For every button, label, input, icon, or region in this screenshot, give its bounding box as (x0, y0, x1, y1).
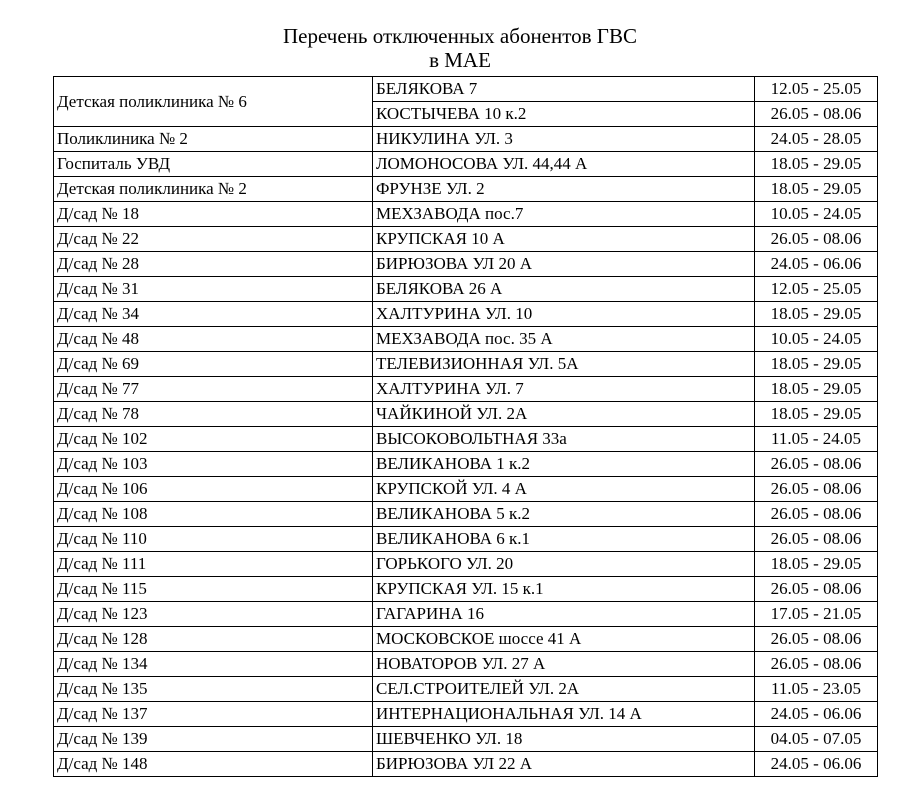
subscriber-cell: Д/сад № 137 (54, 702, 373, 727)
subscriber-cell: Поликлиника № 2 (54, 127, 373, 152)
period-cell: 12.05 - 25.05 (755, 277, 878, 302)
period-cell: 26.05 - 08.06 (755, 477, 878, 502)
address-cell: СЕЛ.СТРОИТЕЛЕЙ УЛ. 2А (373, 677, 755, 702)
period-cell: 24.05 - 06.06 (755, 702, 878, 727)
subscriber-cell: Д/сад № 148 (54, 752, 373, 777)
address-cell: КРУПСКАЯ УЛ. 15 к.1 (373, 577, 755, 602)
period-cell: 26.05 - 08.06 (755, 452, 878, 477)
period-cell: 26.05 - 08.06 (755, 102, 878, 127)
table-row (54, 602, 878, 627)
title-line-2: в МАЕ (429, 48, 491, 72)
address-cell: ЛОМОНОСОВА УЛ. 44,44 А (373, 152, 755, 177)
document-title (0, 24, 920, 72)
subscriber-cell: Д/сад № 111 (54, 552, 373, 577)
table-row (54, 77, 878, 102)
table-row (54, 302, 878, 327)
address-cell: ФРУНЗЕ УЛ. 2 (373, 177, 755, 202)
subscriber-cell: Детская поликлиника № 6 (54, 77, 373, 127)
subscriber-cell: Д/сад № 78 (54, 402, 373, 427)
address-cell: ИНТЕРНАЦИОНАЛЬНАЯ УЛ. 14 А (373, 702, 755, 727)
subscriber-cell: Д/сад № 106 (54, 477, 373, 502)
subscriber-cell: Д/сад № 123 (54, 602, 373, 627)
address-cell: НОВАТОРОВ УЛ. 27 А (373, 652, 755, 677)
table-row (54, 152, 878, 177)
period-cell: 11.05 - 23.05 (755, 677, 878, 702)
address-cell: ВЕЛИКАНОВА 6 к.1 (373, 527, 755, 552)
subscriber-cell: Д/сад № 77 (54, 377, 373, 402)
table-row (54, 702, 878, 727)
subscriber-cell: Д/сад № 28 (54, 252, 373, 277)
subscriber-cell: Д/сад № 18 (54, 202, 373, 227)
period-cell: 26.05 - 08.06 (755, 627, 878, 652)
address-cell: КРУПСКАЯ 10 А (373, 227, 755, 252)
period-cell: 10.05 - 24.05 (755, 202, 878, 227)
address-cell: ТЕЛЕВИЗИОННАЯ УЛ. 5А (373, 352, 755, 377)
table-row (54, 402, 878, 427)
period-cell: 26.05 - 08.06 (755, 527, 878, 552)
subscriber-cell: Д/сад № 139 (54, 727, 373, 752)
address-cell: ГАГАРИНА 16 (373, 602, 755, 627)
address-cell: БИРЮЗОВА УЛ 20 А (373, 252, 755, 277)
period-cell: 26.05 - 08.06 (755, 652, 878, 677)
table-row (54, 452, 878, 477)
table-row (54, 527, 878, 552)
subscriber-cell: Д/сад № 103 (54, 452, 373, 477)
table-row (54, 477, 878, 502)
address-cell: ХАЛТУРИНА УЛ. 7 (373, 377, 755, 402)
period-cell: 24.05 - 06.06 (755, 252, 878, 277)
period-cell: 26.05 - 08.06 (755, 577, 878, 602)
subscriber-cell: Госпиталь УВД (54, 152, 373, 177)
subscriber-cell: Д/сад № 108 (54, 502, 373, 527)
address-cell: МЕХЗАВОДА пос. 35 А (373, 327, 755, 352)
address-cell: БЕЛЯКОВА 26 А (373, 277, 755, 302)
period-cell: 11.05 - 24.05 (755, 427, 878, 452)
period-cell: 17.05 - 21.05 (755, 602, 878, 627)
period-cell: 26.05 - 08.06 (755, 502, 878, 527)
address-cell: ЧАЙКИНОЙ УЛ. 2А (373, 402, 755, 427)
address-cell: КОСТЫЧЕВА 10 к.2 (373, 102, 755, 127)
period-cell: 26.05 - 08.06 (755, 227, 878, 252)
address-cell: НИКУЛИНА УЛ. 3 (373, 127, 755, 152)
address-cell: МОСКОВСКОЕ шоссе 41 А (373, 627, 755, 652)
address-cell: ВЫСОКОВОЛЬТНАЯ 33а (373, 427, 755, 452)
address-cell: ГОРЬКОГО УЛ. 20 (373, 552, 755, 577)
address-cell: ШЕВЧЕНКО УЛ. 18 (373, 727, 755, 752)
period-cell: 18.05 - 29.05 (755, 177, 878, 202)
table-row (54, 677, 878, 702)
subscriber-cell: Д/сад № 135 (54, 677, 373, 702)
table-row (54, 277, 878, 302)
table-row (54, 502, 878, 527)
period-cell: 24.05 - 28.05 (755, 127, 878, 152)
subscriber-cell: Д/сад № 31 (54, 277, 373, 302)
period-cell: 12.05 - 25.05 (755, 77, 878, 102)
subscriber-cell: Д/сад № 134 (54, 652, 373, 677)
period-cell: 18.05 - 29.05 (755, 552, 878, 577)
address-cell: ВЕЛИКАНОВА 1 к.2 (373, 452, 755, 477)
table-row (54, 227, 878, 252)
table-row (54, 177, 878, 202)
address-cell: БИРЮЗОВА УЛ 22 А (373, 752, 755, 777)
table-row (54, 327, 878, 352)
period-cell: 18.05 - 29.05 (755, 377, 878, 402)
address-cell: ВЕЛИКАНОВА 5 к.2 (373, 502, 755, 527)
table-row (54, 202, 878, 227)
table-row (54, 427, 878, 452)
subscriber-cell: Д/сад № 110 (54, 527, 373, 552)
subscriber-cell: Детская поликлиника № 2 (54, 177, 373, 202)
table-row (54, 552, 878, 577)
period-cell: 18.05 - 29.05 (755, 402, 878, 427)
address-cell: ХАЛТУРИНА УЛ. 10 (373, 302, 755, 327)
subscriber-cell: Д/сад № 48 (54, 327, 373, 352)
period-cell: 18.05 - 29.05 (755, 352, 878, 377)
title-line-1: Перечень отключенных абонентов ГВС (283, 24, 637, 48)
subscriber-cell: Д/сад № 34 (54, 302, 373, 327)
table-row (54, 652, 878, 677)
period-cell: 18.05 - 29.05 (755, 152, 878, 177)
table-row (54, 252, 878, 277)
period-cell: 18.05 - 29.05 (755, 302, 878, 327)
address-cell: БЕЛЯКОВА 7 (373, 77, 755, 102)
subscriber-cell: Д/сад № 102 (54, 427, 373, 452)
table-row (54, 752, 878, 777)
table-row (54, 127, 878, 152)
subscriber-cell: Д/сад № 115 (54, 577, 373, 602)
subscriber-cell: Д/сад № 128 (54, 627, 373, 652)
table-row (54, 727, 878, 752)
subscriber-cell: Д/сад № 22 (54, 227, 373, 252)
address-cell: МЕХЗАВОДА пос.7 (373, 202, 755, 227)
table-row (54, 627, 878, 652)
address-cell: КРУПСКОЙ УЛ. 4 А (373, 477, 755, 502)
period-cell: 24.05 - 06.06 (755, 752, 878, 777)
period-cell: 10.05 - 24.05 (755, 327, 878, 352)
subscriber-cell: Д/сад № 69 (54, 352, 373, 377)
table-row (54, 352, 878, 377)
table-row (54, 577, 878, 602)
period-cell: 04.05 - 07.05 (755, 727, 878, 752)
table-row (54, 377, 878, 402)
subscribers-table (53, 76, 878, 777)
